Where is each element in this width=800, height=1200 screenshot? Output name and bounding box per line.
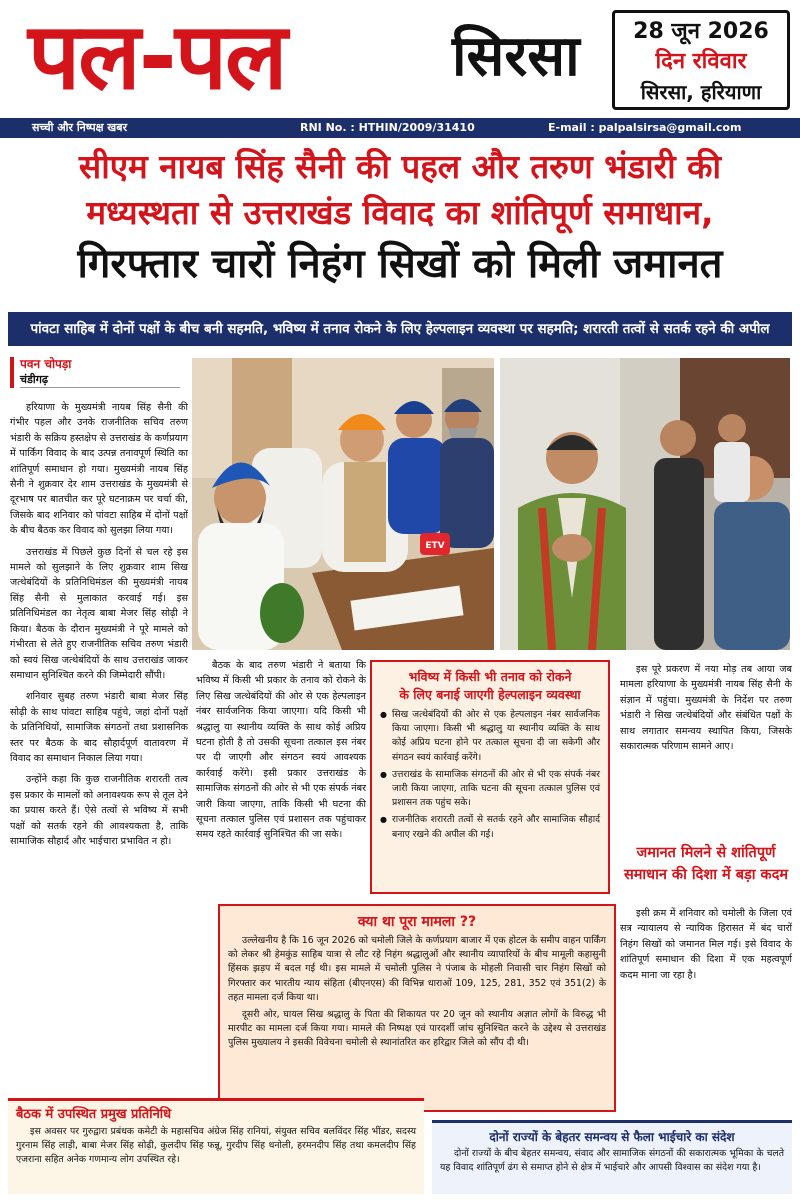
- headline-line-1: सीएम नायब सिंह सैनी की पहल और तरुण भंडारी की: [78, 147, 722, 186]
- section-heading: [618, 842, 794, 886]
- paragraph: शनिवार सुबह तरुण भंडारी बाबा मेजर सिंह सोढ़ी के साथ पांवटा साहिब पहुंचे, जहां दोनों पक्षों के प्रतिनिधियों, सामाजिक संगठनों तथा प्रशासनिक स्तर पर बैठक के बाद सौहार्दपूर्ण वातावरण में विवाद का समाधान निकाल लिया गया।: [10, 691, 188, 764]
- article-column-1: [10, 400, 188, 855]
- info-bar: [0, 118, 800, 138]
- helpline-box: [370, 660, 610, 894]
- helpline-box-title-2: के लिए बनाई जाएगी हेल्पलाइन व्यवस्था: [399, 687, 581, 702]
- harmony-box: [432, 1120, 792, 1194]
- paragraph: इस पूरे प्रकरण में नया मोड़ तब आया जब मामला हरियाणा के मुख्यमंत्री नायब सिंह सैनी के संज्ञान में पहुंचा। मुख्यमंत्री के निर्देश पर तरुण भंडारी ने सिख जत्थेबंदियों और संबंधित पक्षों के साथ लगातार समन्वय स्थापित किया, जिसके सकारात्मक परिणाम सामने आए।: [620, 664, 792, 753]
- paragraph: दोनों राज्यों के बीच बेहतर समन्वय, संवाद और सामाजिक संगठनों की सकारात्मक भूमिका के चलते यह विवाद शांतिपूर्ण ढंग से समाप्त होने से क्षेत्र में भाईचारे और आपसी विश्वास का संदेश गया है।: [440, 1148, 784, 1174]
- mic-logo-text: ETV: [425, 541, 445, 551]
- harmony-box-title: दोनों राज्यों के बेहतर समन्वय से फैला भाईचारे का संदेश: [489, 1130, 735, 1144]
- case-box: [218, 904, 616, 1112]
- masthead: [0, 0, 800, 118]
- paragraph: उन्होंने कहा कि कुछ राजनीतिक शरारती तत्व इस प्रकार के मामलों को अनावश्यक रूप से तूल देने का प्रयास करते हैं। ऐसे तत्वों से भविष्य में सभी पक्षों को सतर्क रहने की आवश्यकता है, ताकि सामाजिक सौहार्द और भाईचारा प्रभावित न हो।: [10, 774, 188, 847]
- paragraph: दूसरी ओर, घायल सिख श्रद्धालु के पिता की शिकायत पर 20 जून को स्थानीय अज्ञात लोगों के विरुद्ध भी मारपीट का मामला दर्ज किया गया। मामले की निष्पक्ष एवं पारदर्शी जांच सुनिश्चित करने के उद्देश्य से उत्तराखंड पुलिस मुख्यालय ने इसकी विवेचना चमोली से स्थानांतरित कर हरिद्वार जिले को सौंप दी थी।: [228, 1009, 606, 1049]
- byline: [10, 357, 180, 388]
- main-headline: [10, 144, 790, 292]
- sub-headline: पांवटा साहिब में दोनों पक्षों के बीच बनी सहमति, भविष्य में तनाव रोकने के लिए हेल्पलाइन व्यवस्था पर सहमति; शरारती तत्वों से सतर्क रहने की अपील: [8, 312, 792, 346]
- tagline: सच्ची और निष्पक्ष खबर: [32, 121, 128, 134]
- bullet-item: ● राजनीतिक शरारती तत्वों से सतर्क रहने और सामाजिक सौहार्द बनाए रखने की अपील की गई।: [380, 813, 600, 841]
- paragraph: उत्तराखंड में पिछले कुछ दिनों से चल रहे इस मामले को सुलझाने के लिए शुक्रवार शाम सिख जत्थेबंदियों के प्रतिनिधिमंडल की मुख्यमंत्री नायब सिंह सैनी से मुलाकात करवाई गई। इस प्रतिनिधिमंडल का नेतृत्व बाबा मेजर सिंह सोढ़ी ने किया। बैठक के दौरान मुख्यमंत्री ने पूरे मामले को गंभीरता से लेते हुए राजनीतिक सचिव तरुण भंडारी को स्वयं सिख जत्थेबंदियों के साथ उत्तराखंड जाकर समाधान सुनिश्चित करने की जिम्मेदारी सौंपी।: [10, 546, 188, 681]
- bullet-item: ● उत्तराखंड के सामाजिक संगठनों की ओर से भी एक संपर्क नंबर जारी किया जाएगा, ताकि घटना की सूचना तत्काल पुलिस एवं प्रशासन तक पहुंच सके।: [380, 768, 600, 811]
- issue-place: सिरसा, हरियाणा: [640, 80, 762, 104]
- paragraph: बैठक के बाद तरुण भंडारी ने बताया कि भविष्य में किसी भी प्रकार के तनाव को रोकने के लिए सिख जत्थेबंदियों की ओर से एक हेल्पलाइन नंबर सार्वजनिक किया जाएगा। यदि किसी भी श्रद्धालु या स्थानीय व्यक्ति के साथ कोई अप्रिय घटना होती है तो उसकी सूचना तत्काल इस नंबर पर दी जाएगी और संगठन स्वयं आवश्यक कार्रवाई करेंगे। इसी प्रकार उत्तराखंड के सामाजिक संगठनों की ओर से भी एक संपर्क नंबर जारी किया जाएगा, ताकि किसी भी घटना की सूचना तत्काल पुलिस एवं प्रशासन तक पहुंचाकर समय रहते कार्रवाई सुनिश्चित की जा सके।: [196, 660, 366, 841]
- section-heading-line-1: जमानत मिलने से शांतिपूर्ण: [636, 845, 776, 861]
- paragraph: इस अवसर पर गुरुद्वारा प्रबंधक कमेटी के महासचिव अंग्रेज सिंह रानियां, संयुक्त सचिव बलविंदर सिंह भींडर, सदस्य गुरनाम सिंह लाड़ी, बाबा मेजर सिंह सोढ़ी, कुलदीप सिंह फन्नू, गुरदीप सिंह धनोली, हरमनदीप सिंह तथा कमलदीप सिंह एजराना सहित अनेक गणमान्य लोग उपस्थित रहे।: [16, 1126, 416, 1166]
- paragraph: उल्लेखनीय है कि 16 जून 2026 को चमोली जिले के कर्णप्रयाग बाजार में एक होटल के समीप वाहन पार्किंग को लेकर श्री हेमकुंड साहिब यात्रा से लौट रहे निहंग श्रद्धालुओं और स्थानीय व्यापारियों के बीच मामूली कहासुनी हिंसक झड़प में बदल गई थी। इस मामले में चमोली पुलिस ने पंजाब के मोहली निवासी चार निहंग सिखों को गिरफ्तार कर भारतीय न्याय संहिता (बीएनएस) की विभिन्न धाराओं 109, 125, 281, 352 एवं 351(2) के तहत मामला दर्ज किया था।: [228, 935, 606, 1003]
- attendees-box: [8, 1098, 424, 1194]
- meeting-photo: [192, 358, 494, 650]
- case-box-title: क्या था पूरा मामला ??: [357, 914, 477, 930]
- attendees-box-title: बैठक में उपस्थित प्रमुख प्रतिनिधि: [16, 1107, 172, 1122]
- newspaper-logo-city: सिरसा: [452, 24, 580, 89]
- section-heading-line-2: समाधान की दिशा में बड़ा कदम: [623, 867, 789, 883]
- paragraph: हरियाणा के मुख्यमंत्री नायब सिंह सैनी की गंभीर पहल और उनके राजनीतिक सचिव तरुण भंडारी के सक्रिय हस्तक्षेप से उत्तराखंड के कर्णप्रयाग में पार्किंग विवाद के बाद उत्पन्न तनावपूर्ण स्थिति का शांतिपूर्ण समाधान हो गया। मुख्यमंत्री नायब सिंह सैनी ने शुक्रवार देर शाम उत्तराखंड के मुख्यमंत्री से दूरभाष पर बातचीत कर पूरे घटनाक्रम पर चर्चा की, जिसके बाद शनिवार को पांवटा साहिब में दोनों पक्षों के बीच बैठक कर विवाद को सुलझा लिया गया।: [10, 402, 188, 537]
- rni-number: RNI No. : HTHIN/2009/31410: [300, 121, 475, 134]
- issue-date: 28 जून 2026: [633, 19, 769, 44]
- paragraph: इसी क्रम में शनिवार को चमोली के जिला एवं सत्र न्यायालय से न्यायिक हिरासत में बंद चारों निहंग सिखों को जमानत मिल गई। इसे विवाद के शांतिपूर्ण समाधान की दिशा में एक महत्वपूर्ण कदम माना जा रहा है।: [620, 908, 792, 981]
- dateline-city: चंडीगढ़: [20, 372, 180, 388]
- contact-email: E-mail : palpalsirsa@gmail.com: [548, 121, 742, 134]
- helpline-box-title-1: भविष्य में किसी भी तनाव को रोकने: [408, 669, 572, 684]
- bullet-item: ● सिख जत्थेबंदियों की ओर से एक हेल्पलाइन नंबर सार्वजनिक किया जाएगा। किसी भी श्रद्धालु या स्थानीय व्यक्ति के साथ कोई अप्रिय घटना होने पर तत्काल सूचना दी जा सकेगी और संगठन स्वयं कार्रवाई करेंगे।: [380, 708, 600, 765]
- article-column-2: [196, 658, 366, 849]
- issue-day: दिन रविवार: [655, 49, 747, 74]
- newspaper-logo: पल-पल: [28, 3, 286, 110]
- article-column-4: [620, 662, 792, 760]
- headline-line-2: मध्यस्थता से उत्तराखंड विवाद का शांतिपूर्ण समाधान,: [86, 193, 714, 232]
- cm-photo: [500, 358, 790, 650]
- author-name: पवन चोपड़ा: [20, 357, 72, 371]
- article-column-4b: [620, 906, 792, 989]
- date-box: [612, 10, 790, 110]
- headline-line-3: गिरफ्तार चारों निहंग सिखों को मिली जमानत: [77, 241, 723, 287]
